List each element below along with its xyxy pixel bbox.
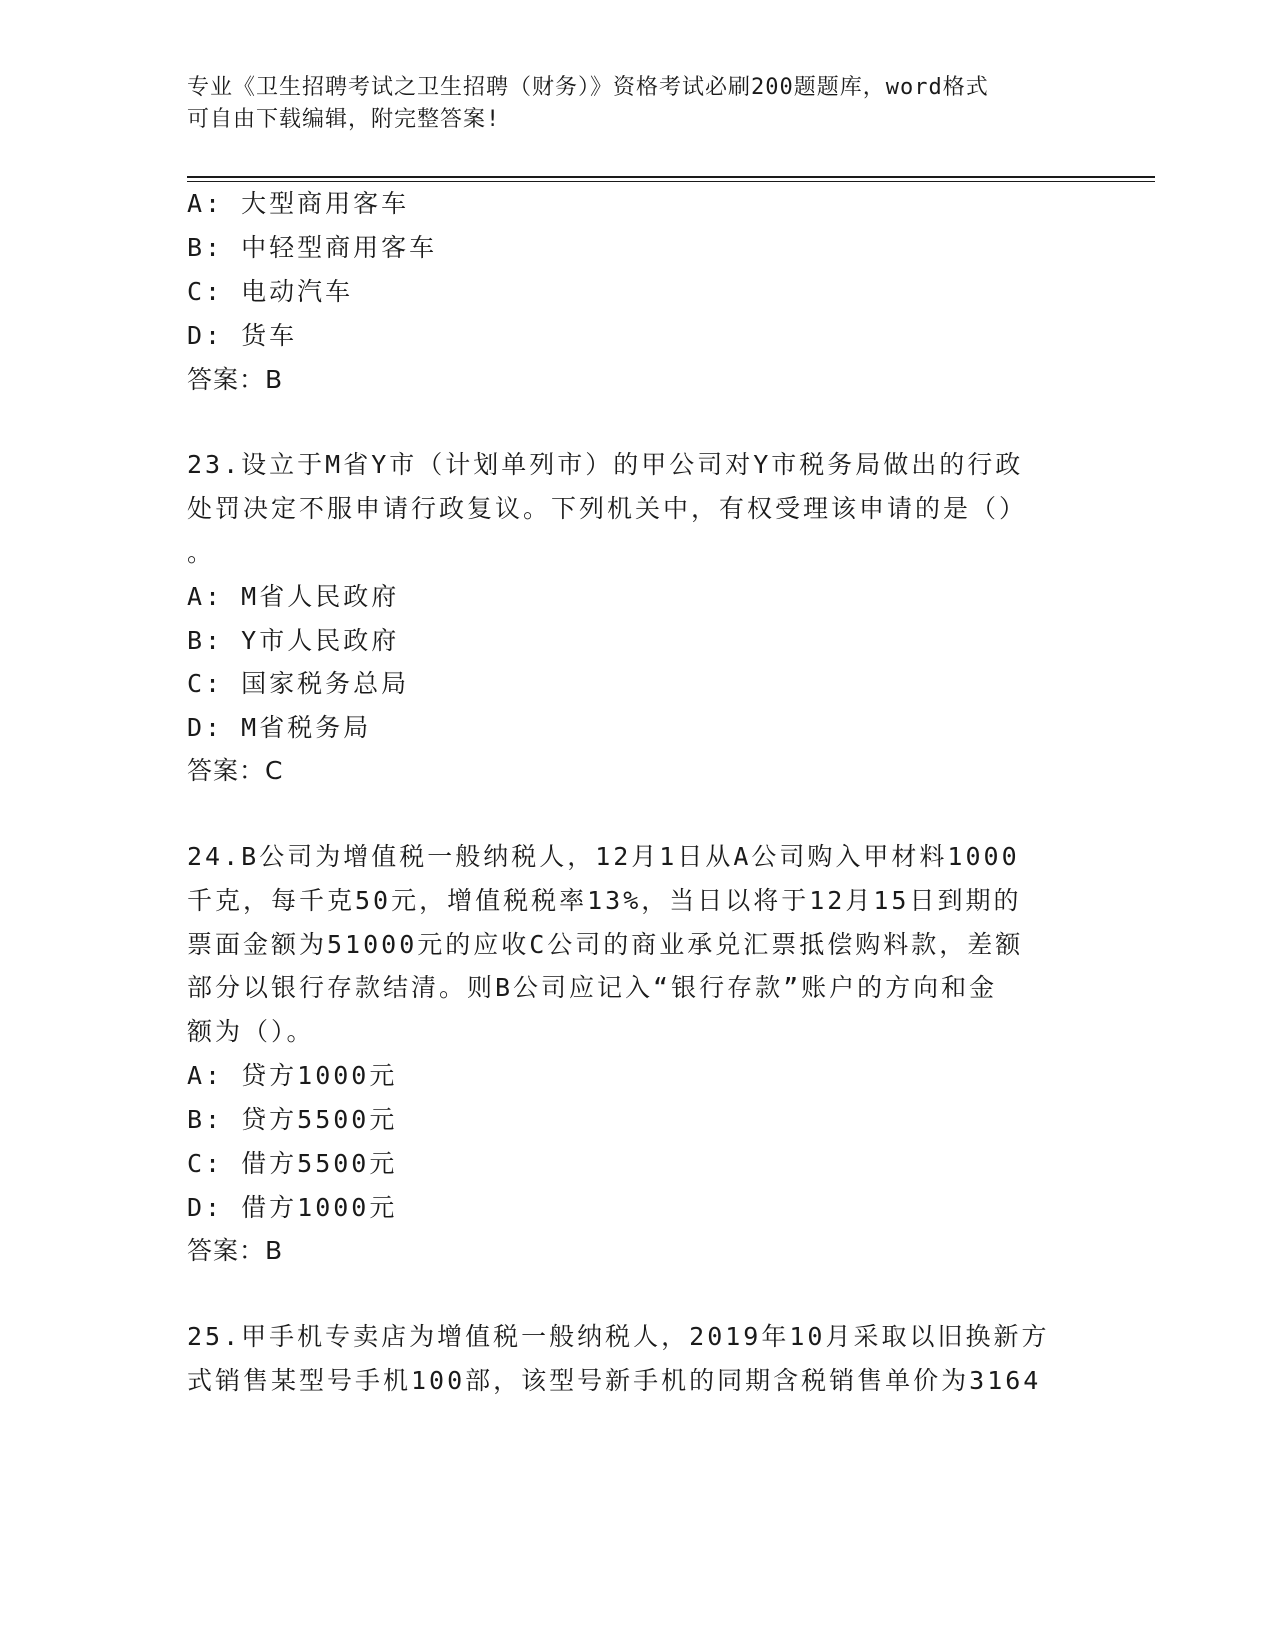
q22-answer: 答案：B (187, 365, 284, 394)
q25-stem-line-1: 25.甲手机专卖店为增值税一般纳税人，2019年10月采取以旧换新方 (187, 1322, 1050, 1351)
q23-stem-line-3: 。 (187, 538, 216, 567)
header-line-2: 可自由下载编辑，附完整答案! (187, 107, 501, 132)
q23-option-b: B: Y市人民政府 (187, 626, 400, 655)
q24-stem-line-2: 千克，每千克50元，增值税税率13%，当日以将于12月15日到期的 (187, 886, 1022, 915)
q22-option-a: A: 大型商用客车 (187, 189, 410, 218)
document-header (187, 72, 1067, 136)
q23-stem-line-2: 处罚决定不服申请行政复议。下列机关中，有权受理该申请的是（） (187, 494, 1028, 523)
header-line-1: 专业《卫生招聘考试之卫生招聘（财务）》资格考试必刷200题题库，word格式 (187, 75, 989, 100)
q25-stem-line-2: 式销售某型号手机100部，该型号新手机的同期含税销售单价为3164 (187, 1366, 1042, 1395)
header-divider-thin (187, 181, 1155, 182)
q23-option-d: D: M省税务局 (187, 713, 372, 742)
q23-option-c: C: 国家税务总局 (187, 669, 410, 698)
q24-option-c: C: 借方5500元 (187, 1149, 398, 1178)
header-divider-thick (187, 176, 1155, 178)
q24-option-d: D: 借方1000元 (187, 1193, 398, 1222)
q24-option-b: B: 贷方5500元 (187, 1105, 398, 1134)
q23-option-a: A: M省人民政府 (187, 582, 400, 611)
q22-option-d: D: 货车 (187, 321, 298, 350)
q24-stem-line-5: 额为（）。 (187, 1017, 315, 1046)
q24-stem-line-3: 票面金额为51000元的应收C公司的商业承兑汇票抵偿购料款，差额 (187, 930, 1024, 959)
q24-answer: 答案：B (187, 1236, 284, 1265)
q22-option-b: B: 中轻型商用客车 (187, 233, 438, 262)
q24-stem-line-1: 24.B公司为增值税一般纳税人，12月1日从A公司购入甲材料1000 (187, 842, 1020, 871)
q22-option-c: C: 电动汽车 (187, 277, 354, 306)
q23-stem-line-1: 23.设立于M省Y市（计划单列市）的甲公司对Y市税务局做出的行政 (187, 450, 1024, 479)
q23-answer: 答案：C (187, 756, 284, 785)
q24-option-a: A: 贷方1000元 (187, 1061, 398, 1090)
q24-stem-line-4: 部分以银行存款结清。则B公司应记入“银行存款”账户的方向和金 (187, 973, 998, 1002)
